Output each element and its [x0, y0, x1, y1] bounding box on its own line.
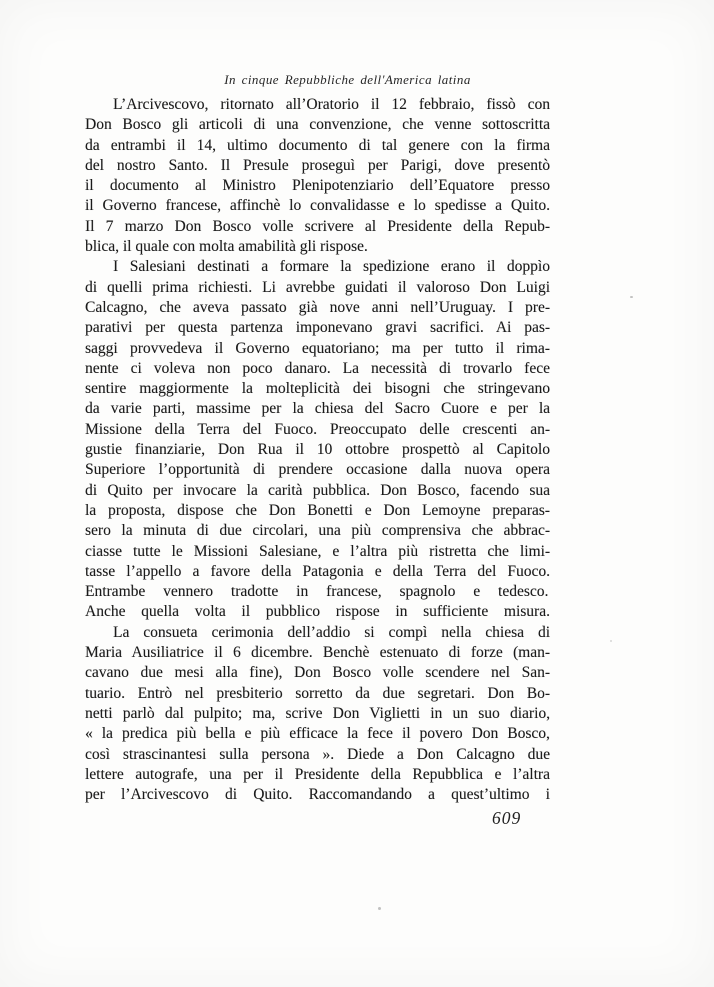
text-line: Anche quella volta il pubblico rispose in sufficiente misura. — [85, 603, 550, 621]
scan-speck — [378, 907, 381, 910]
text-line: parativi per questa partenza imponevano gravi sacrifici. Ai pas- — [85, 319, 551, 337]
text-line: Missione della Terra del Fuoco. Preoccupato delle crescenti an- — [85, 420, 550, 438]
text-line: per l’Arcivescovo di Quito. Raccomandando a quest’ultimo i — [85, 786, 550, 804]
text-line: da varie parti, massime per la chiesa del Sacro Cuore e per la — [85, 400, 551, 418]
text-line: lettere autografe, una per il Presidente della Repubblica e l’altra — [85, 765, 550, 783]
text-line: netti parlò dal pulpito; ma, scrive Don Viglietti in un suo diario, — [85, 704, 551, 722]
text-line: Don Bosco gli articoli di una convenzione, che venne sottoscritta — [85, 116, 551, 134]
text-line: di Quito per invocare la carità pubblica. Don Bosco, facendo sua — [85, 481, 551, 499]
text-line: nente ci voleva non poco danaro. La necessità di trovarlo fece — [85, 359, 550, 377]
text-line: Superiore l’opportunità di prendere occasione dalla nuova opera — [85, 461, 550, 479]
text-line: gustie finanziarie, Don Rua il 10 ottobre prospettò al Capitolo — [85, 441, 550, 459]
text-line: Calcagno, che aveva passato già nove anni nell’Uruguay. I pre- — [85, 298, 551, 316]
text-line: tuario. Entrò nel presbiterio sorretto da due segretari. Don Bo- — [85, 684, 551, 702]
text-line: così strascinantesi sulla persona ». Diede a Don Calcagno due — [85, 745, 551, 763]
text-line: il documento al Ministro Plenipotenziario dell’Equatore presso — [85, 177, 551, 195]
text-line: sero la minuta di due circolari, una più comprensiva che abbrac- — [85, 522, 551, 540]
paragraph — [85, 257, 550, 622]
text-line: saggi provvedeva il Governo equatoriano; ma per tutto il rima- — [85, 339, 550, 357]
text-line: il Governo francese, affinchè lo convalidasse e lo spedisse a Quito. — [85, 197, 550, 215]
text-line: La consueta cerimonia dell’addio si compì nella chiesa di — [113, 623, 551, 641]
text-line: Il 7 marzo Don Bosco volle scrivere al Presidente della Repub- — [85, 217, 550, 235]
paragraph — [85, 623, 550, 806]
text-line: blica, il quale con molta amabilità gli rispose. — [85, 238, 368, 256]
text-line: « la predica più bella e più efficace la fece il povero Don Bosco, — [85, 725, 550, 743]
scan-speck — [630, 296, 633, 298]
text-block — [85, 95, 550, 805]
text-line: tasse l’appello a favore della Patagonia e della Terra del Fuoco. — [85, 562, 551, 580]
scan-speck — [610, 640, 612, 642]
text-line: la proposta, dispose che Don Bonetti e Don Lemoyne preparas- — [85, 501, 550, 519]
text-line: Maria Ausiliatrice il 6 dicembre. Benchè estenuato di forze (man- — [85, 644, 551, 662]
paragraph — [85, 95, 550, 257]
text-line: ciasse tutte le Missioni Salesiane, e l’altra più ristretta che limi- — [85, 542, 551, 560]
text-line: I Salesiani destinati a formare la spedizione erano il doppìo — [113, 258, 550, 276]
running-header: In cinque Repubbliche dell'America latina — [224, 72, 471, 87]
text-line: di quelli prima richiesti. Li avrebbe guidati il valoroso Don Luigi — [85, 278, 551, 296]
text-line: cavano due mesi alla fine), Don Bosco volle scendere nel San- — [85, 664, 550, 682]
text-line: del nostro Santo. Il Presule proseguì per Parigi, dove presentò — [85, 156, 550, 174]
page-number: 609 — [492, 808, 522, 828]
text-line: L’Arcivescovo, ritornato all’Oratorio il 12 febbraio, fissò con — [113, 96, 550, 113]
text-line: da entrambi il 14, ultimo documento di tal genere con la firma — [85, 136, 550, 154]
text-line: sentire maggiormente la molteplicità dei bisogni che stringevano — [85, 380, 551, 398]
text-line: Entrambe vennero tradotte in francese, spagnolo e tedesco. — [85, 583, 549, 601]
